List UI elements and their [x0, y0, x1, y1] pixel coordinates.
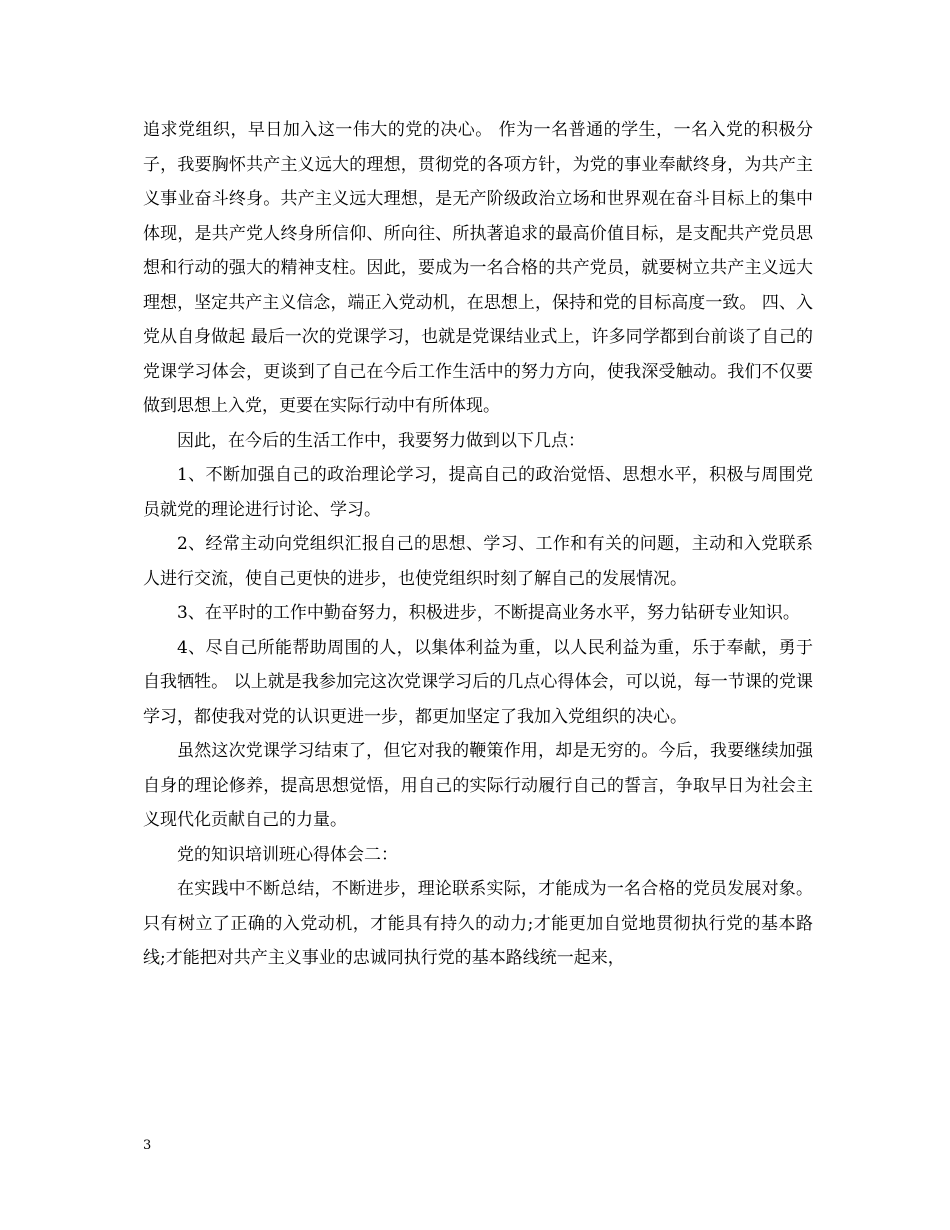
page-number: 3: [143, 1138, 152, 1153]
paragraph-6: 4、尽自己所能帮助周围的人，以集体利益为重，以人民利益为重，乐于奉献，勇于自我牺牲。 以上就是我参加完这次党课学习后的几点心得体会，可以说，每一节课的党课学习，都使我对党的认识更进一步，都更加坚定了我加入党组织的决心。: [143, 637, 813, 727]
paragraph-9: 在实践中不断总结，不断进步，理论联系实际，才能成为一名合格的党员发展对象。只有树立了正确的入党动机，才能具有持久的动力;才能更加自觉地贯彻执行党的基本路线;才能把对共产主义事业的忠诚同执行党的基本路线统一起来，: [143, 879, 813, 968]
document-body: [143, 113, 813, 976]
paragraph-5: 3、在平时的工作中勤奋努力，积极进步，不断提高业务水平，努力钻研专业知识。: [177, 603, 800, 623]
paragraph-8-heading: 党的知识培训班心得体会二：: [177, 844, 398, 865]
paragraph-4: 2、经常主动向党组织汇报自己的思想、学习、工作和有关的问题，主动和入党联系人进行交流，使自己更快的进步，也使党组织时刻了解自己的发展情况。: [143, 534, 813, 589]
paragraph-1: 追求党组织，早日加入这一伟大的党的决心。 作为一名普通的学生，一名入党的积极分子，我要胸怀共产主义远大的理想，贯彻党的各项方针，为党的事业奉献终身，为共产主义事业奋斗终身。共产主义远大理想，是无产阶级政治立场和世界观在奋斗目标上的集中体现，是共产党人终身所信仰、所向往、所执著追求的最高价值目标，是支配共产党员思想和行动的强大的精神支柱。因此，要成为一名合格的共产党员，就要树立共产主义远大理想，坚定共产主义信念，端正入党动机，在思想上，保持和党的目标高度一致。 四、入党从自身做起 最后一次的党课学习，也就是党课结业式上，许多同学都到台前谈了自己的党课学习体会，更谈到了自己在今后工作生活中的努力方向，使我深受触动。我们不仅要做到思想上入党，更要在实际行动中有所体现。: [143, 120, 813, 416]
paragraph-7: 虽然这次党课学习结束了，但它对我的鞭策作用，却是无穷的。今后，我要继续加强自身的理论修养，提高思想觉悟，用自己的实际行动履行自己的誓言，争取早日为社会主义现代化贡献自己的力量。: [143, 741, 813, 830]
paragraph-2: 因此，在今后的生活工作中，我要努力做到以下几点：: [177, 430, 585, 451]
paragraph-3: 1、不断加强自己的政治理论学习，提高自己的政治觉悟、思想水平，积极与周围党员就党的理论进行讨论、学习。: [143, 465, 813, 520]
